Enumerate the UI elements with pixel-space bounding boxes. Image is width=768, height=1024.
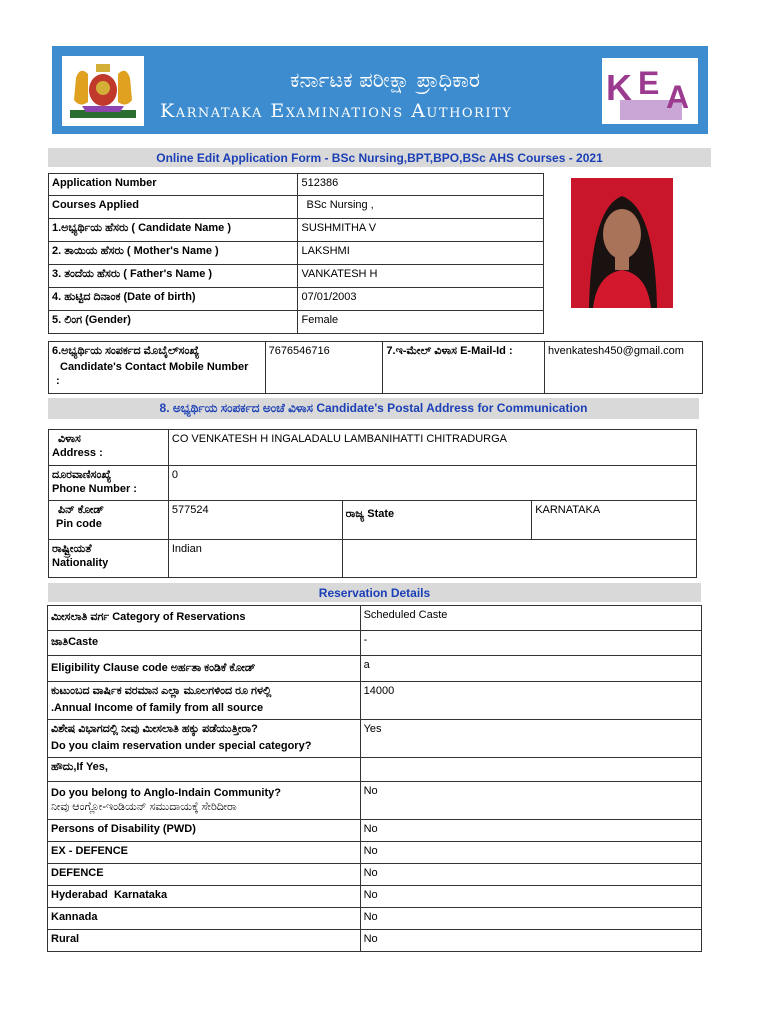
svg-text:K: K: [606, 67, 632, 108]
reservation-value: No: [360, 864, 701, 886]
mobile-label-kannada: 6.ಅಭ್ಯರ್ಥಿಯ ಸಂಪರ್ಕದ ಮೊಬೈಲ್‌ಸಂಖ್ಯೆ: [52, 345, 200, 357]
reservation-value: No: [360, 908, 701, 930]
address-label-english: Address :: [52, 447, 103, 459]
mobile-label-english: Candidate's Contact Mobile Number: [60, 361, 249, 373]
table-row: [49, 219, 544, 242]
header-title-english: Karnataka Examinations Authority: [160, 100, 513, 122]
table-row: [49, 501, 697, 540]
table-row: [49, 466, 697, 501]
table-row: [48, 720, 702, 758]
address-label: [49, 430, 169, 466]
reservation-label: [48, 720, 361, 758]
field-label: 2. ತಾಯಿಯ ಹೆಸರು ( Mother's Name ): [49, 242, 298, 265]
address-value: CO VENKATESH H INGALADALU LAMBANIHATTI CHITRADURGA: [168, 430, 696, 466]
field-value: SUSHMITHA V: [298, 219, 544, 242]
address-label-kannada: ವಿಳಾಸ: [58, 433, 81, 445]
table-row: [49, 430, 697, 466]
field-value: LAKSHMI: [298, 242, 544, 265]
table-row: [48, 864, 702, 886]
email-value: hvenkatesh450@gmail.com: [545, 342, 703, 394]
table-row: [48, 908, 702, 930]
table-row: [48, 758, 702, 782]
table-row: [49, 311, 544, 334]
table-row: [48, 606, 702, 631]
reservation-label: Kannada: [48, 908, 361, 930]
table-row: [49, 174, 544, 196]
pin-label: [49, 501, 169, 540]
postal-address-title: 8. ಅಭ್ಯರ್ಥಿಯ ಸಂಪರ್ಕದ ಅಂಚೆ ವಿಳಾಸ Candidate's Postal Address for Communication: [48, 398, 699, 419]
table-row: [48, 886, 702, 908]
reservation-label-text: Eligibility Clause code ಅರ್ಹತಾ ಕಂಡಿಕೆ ಕೋಡ್: [51, 662, 256, 674]
nationality-label: [49, 540, 169, 578]
table-row: [49, 265, 544, 288]
reservation-label: Rural: [48, 930, 361, 952]
reservation-label: [48, 656, 361, 682]
field-value: 512386: [298, 174, 544, 196]
field-label: 1.ಅಭ್ಯರ್ಥಿಯ ಹೆಸರು ( Candidate Name ): [49, 219, 298, 242]
reservation-label-text-2: ನೀವು ಆಂಗ್ಲೋ-ಇಂಡಿಯನ್ ಸಮುದಾಯಕ್ಕೆ ಸೇರಿದೀರಾ: [51, 801, 237, 813]
reservation-value: Scheduled Caste: [360, 606, 701, 631]
reservation-label: [48, 631, 361, 656]
phone-value: 0: [168, 466, 696, 501]
table-row: [48, 682, 702, 720]
reservation-value: No: [360, 782, 701, 820]
field-label: Courses Applied: [49, 196, 298, 219]
field-label: 5. ಲಿಂಗ (Gender): [49, 311, 298, 334]
email-label: 7.ಇ-ಮೇಲ್ ವಿಳಾಸ E-Mail-Id :: [383, 342, 545, 394]
state-label: ರಾಜ್ಯ State: [342, 501, 532, 540]
candidate-photo: [571, 178, 673, 308]
reservation-title: Reservation Details: [48, 583, 701, 602]
reservation-value: No: [360, 842, 701, 864]
mobile-value: 7676546716: [265, 342, 383, 394]
reservation-value: No: [360, 930, 701, 952]
field-label: 3. ತಂದೆಯ ಹೆಸರು ( Father's Name ): [49, 265, 298, 288]
reservation-value: Yes: [360, 720, 701, 758]
field-label: Application Number: [49, 174, 298, 196]
table-row: [48, 930, 702, 952]
reservation-label: DEFENCE: [48, 864, 361, 886]
table-row: [49, 288, 544, 311]
table-row: [49, 540, 697, 578]
field-value: Female: [298, 311, 544, 334]
field-value: BSc Nursing ,: [298, 196, 544, 219]
postal-address-table: [48, 429, 697, 578]
basic-details-table: [48, 173, 544, 334]
mobile-label: [49, 342, 266, 394]
kea-logo-icon: [602, 58, 698, 124]
table-row: [49, 342, 703, 394]
table-row: [48, 782, 702, 820]
reservation-label: [48, 682, 361, 720]
mobile-label-colon: :: [56, 375, 60, 387]
state-value: KARNATAKA: [532, 501, 697, 540]
reservation-value: No: [360, 820, 701, 842]
reservation-label-text: ಕುಟುಂಬದ ವಾರ್ಷಿಕ ವರಮಾನ ಎಲ್ಲಾ ಮೂಲಗಳಿಂದ ರೂ ಗಳಲ್ಲಿ: [51, 685, 272, 697]
reservation-label: EX - DEFENCE: [48, 842, 361, 864]
reservation-label-text-2: Do you claim reservation under special category?: [51, 740, 312, 752]
reservation-value: No: [360, 886, 701, 908]
pin-label-english: Pin code: [56, 518, 102, 530]
reservation-label-text: ಹೌದು,If Yes,: [51, 761, 108, 773]
pin-label-kannada: ಪಿನ್ ಕೋಡ್: [58, 504, 104, 516]
karnataka-emblem-icon: [62, 56, 144, 126]
table-row: [48, 656, 702, 682]
pin-value: 577524: [168, 501, 342, 540]
contact-table: [48, 341, 703, 394]
reservation-label: Persons of Disability (PWD): [48, 820, 361, 842]
reservation-label: [48, 758, 361, 782]
nationality-label-english: Nationality: [52, 557, 109, 569]
reservation-label: Hyderabad Karnataka: [48, 886, 361, 908]
reservation-label-text-2: .Annual Income of family from all source: [51, 702, 264, 714]
table-row: [49, 242, 544, 265]
table-row: [49, 196, 544, 219]
table-row: [48, 631, 702, 656]
reservation-table: [47, 605, 702, 952]
reservation-value: a: [360, 656, 701, 682]
field-value: 07/01/2003: [298, 288, 544, 311]
phone-label: [49, 466, 169, 501]
empty-cell: [342, 540, 696, 578]
reservation-label-text: ವಿಶೇಷ ವಿಭಾಗದಲ್ಲಿ ನೀವು ಮೀಸಲಾತಿ ಹಕ್ಕು ಪಡೆಯುತ್ತೀರಾ?: [51, 723, 258, 735]
header-title-kannada: ಕರ್ನಾಟಕ ಪರೀಕ್ಷಾ ಪ್ರಾಧಿಕಾರ: [290, 68, 480, 92]
phone-label-english: Phone Number :: [52, 483, 137, 495]
field-label: 4. ಹುಟ್ಟಿದ ದಿನಾಂಕ (Date of birth): [49, 288, 298, 311]
reservation-label-text: ಮೀಸಲಾತಿ ವರ್ಗ Category of Reservations: [51, 611, 246, 623]
reservation-label: [48, 782, 361, 820]
nationality-value: Indian: [168, 540, 342, 578]
reservation-value: 14000: [360, 682, 701, 720]
table-row: [48, 842, 702, 864]
form-title: Online Edit Application Form - BSc Nursing,BPT,BPO,BSc AHS Courses - 2021: [48, 148, 711, 167]
reservation-value: -: [360, 631, 701, 656]
reservation-label-text: Do you belong to Anglo-Indain Community?: [51, 787, 281, 799]
table-row: [48, 820, 702, 842]
svg-text:A: A: [666, 79, 690, 115]
svg-text:E: E: [638, 65, 660, 101]
phone-label-kannada: ದೂರವಾಣಿಸಂಖ್ಯೆ: [52, 469, 112, 481]
reservation-label-text: ಜಾತಿCaste: [51, 636, 99, 648]
nationality-label-kannada: ರಾಷ್ಟ್ರೀಯತೆ: [52, 543, 92, 555]
reservation-label: [48, 606, 361, 631]
reservation-value: [360, 758, 701, 782]
field-value: VANKATESH H: [298, 265, 544, 288]
